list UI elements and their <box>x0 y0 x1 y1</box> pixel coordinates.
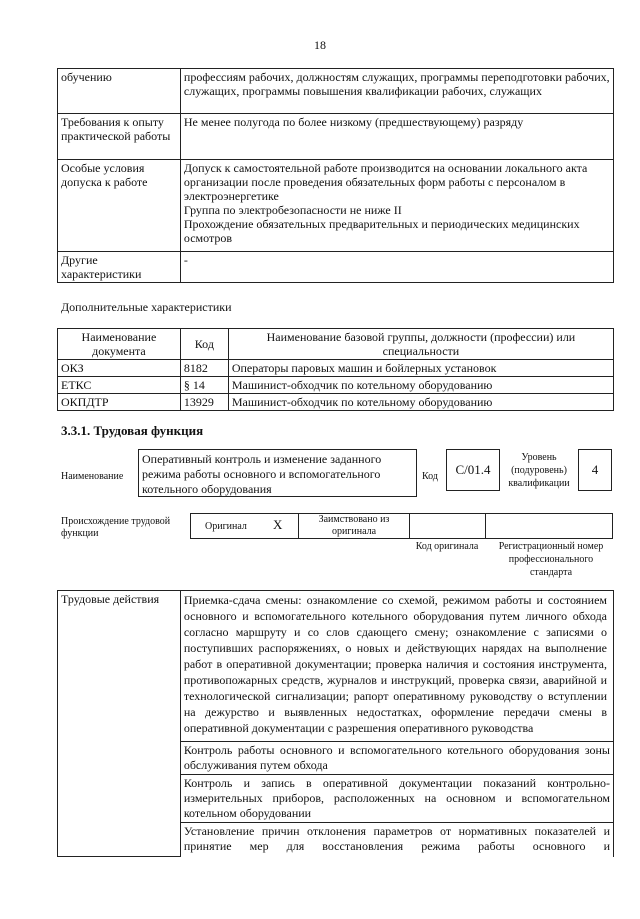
level-value: 4 <box>591 462 599 477</box>
original-label: Оригинал <box>205 521 247 532</box>
row-value: Не менее полугода по более низкому (предшествующему) разряду <box>180 114 613 160</box>
header-cell: Наименование документа <box>58 329 181 360</box>
table-row <box>58 160 614 252</box>
borrowed-label: Заимствовано из оригинала <box>318 514 390 537</box>
row-label: Другие характеристики <box>58 252 181 283</box>
action-item: Контроль и запись в оперативной документации показаний контрольно-измерительных приборов, расположенных на основном и вспомогательном котельном оборудовании <box>180 775 613 823</box>
table-row <box>58 252 614 283</box>
action-item: Контроль работы основного и вспомогательного котельного оборудования зоны обслуживания путем обхода <box>180 742 613 775</box>
code-original-cell <box>410 514 486 538</box>
actions-table <box>57 590 614 857</box>
reg-number-cell <box>486 514 612 538</box>
table-cell: Машинист-обходчик по котельному оборудованию <box>228 377 613 394</box>
row-label: Требования к опыту практической работы <box>58 114 181 160</box>
borrowed-cell <box>299 514 410 538</box>
row-value <box>180 160 613 252</box>
table-header-row <box>58 329 614 360</box>
table-cell: § 14 <box>180 377 228 394</box>
table-row <box>58 591 614 742</box>
name-value-box <box>138 449 417 497</box>
table-cell: Машинист-обходчик по котельному оборудованию <box>228 394 613 411</box>
additional-heading: Дополнительные характеристики <box>61 300 232 314</box>
name-label: Наименование <box>61 471 124 482</box>
action-item: Приемка-сдача смены: ознакомление со схемой, режимом работы и состоянием основного и вспомогательного котельного оборудования путем личного обхода согласно маршруту и со слов сдающего смену; ознакомление с записями о поступивших распоряжениях, о новых и действующих нарядах на выполнение работ в оперативной документации; проверка наличия и состояния инструмента, противопожарных средств, журналов и инструкций, проверка связи, аварийной и технологической сигнализации; рапорт оперативному руководству о вступлении на дежурство и выявленных недостатках, оформление передачи смены в оперативной документации с разрешения оперативного руководства <box>180 591 613 742</box>
original-cell <box>191 514 299 538</box>
row-value: - <box>180 252 613 283</box>
table-cell: ЕТКС <box>58 377 181 394</box>
name-value: Оперативный контроль и изменение заданного режима работы основного и вспомогательного котельного оборудования <box>142 452 382 496</box>
table-cell: Операторы паровых машин и бойлерных установок <box>228 360 613 377</box>
table-cell: 13929 <box>180 394 228 411</box>
code-value: C/01.4 <box>455 462 491 477</box>
header-cell: Наименование базовой группы, должности (профессии) или специальности <box>228 329 613 360</box>
table-row <box>58 377 614 394</box>
table-row <box>58 114 614 160</box>
header-cell: Код <box>180 329 228 360</box>
row-value: профессиям рабочих, должностям служащих, программы переподготовки рабочих, служащих, программы повышения квалификации рабочих, служащих <box>180 69 613 114</box>
value-line: Группа по электробезопасности не ниже II <box>183 203 402 217</box>
value-line: Прохождение обязательных предварительных и периодических медицинских осмотров <box>183 217 580 245</box>
value-line: Допуск к самостоятельной работе производится на основании локального акта организации после проведения обязательных форм работы с персоналом в электроэнергетике <box>183 161 588 203</box>
table-row <box>58 394 614 411</box>
table-cell: ОКЗ <box>58 360 181 377</box>
actions-label: Трудовые действия <box>58 591 181 857</box>
table-cell: 8182 <box>180 360 228 377</box>
origin-row <box>190 513 613 539</box>
table-row <box>58 69 614 114</box>
table-row <box>58 360 614 377</box>
page-number: 18 <box>314 38 326 52</box>
labor-function-heading: 3.3.1. Трудовая функция <box>61 423 204 438</box>
action-item: Установление причин отклонения параметров от нормативных показателей и принятие мер для восстановления режима работы основного и <box>180 823 613 857</box>
code-label: Код <box>422 471 438 482</box>
level-value-box <box>578 449 612 491</box>
additional-table <box>57 328 614 411</box>
origin-label: Происхождение трудовой функции <box>61 516 171 539</box>
qualification-table <box>57 68 614 283</box>
reg-number-caption: Регистрационный номер профессионального стандарта <box>498 541 604 578</box>
table-cell: ОКПДТР <box>58 394 181 411</box>
code-value-box <box>446 449 500 491</box>
code-original-caption: Код оригинала <box>415 541 479 552</box>
original-mark: X <box>273 517 283 532</box>
level-label: Уровень (подуровень) квалификации <box>508 452 570 489</box>
row-label: Особые условия допуска к работе <box>58 160 181 252</box>
row-label: обучению <box>58 69 181 114</box>
